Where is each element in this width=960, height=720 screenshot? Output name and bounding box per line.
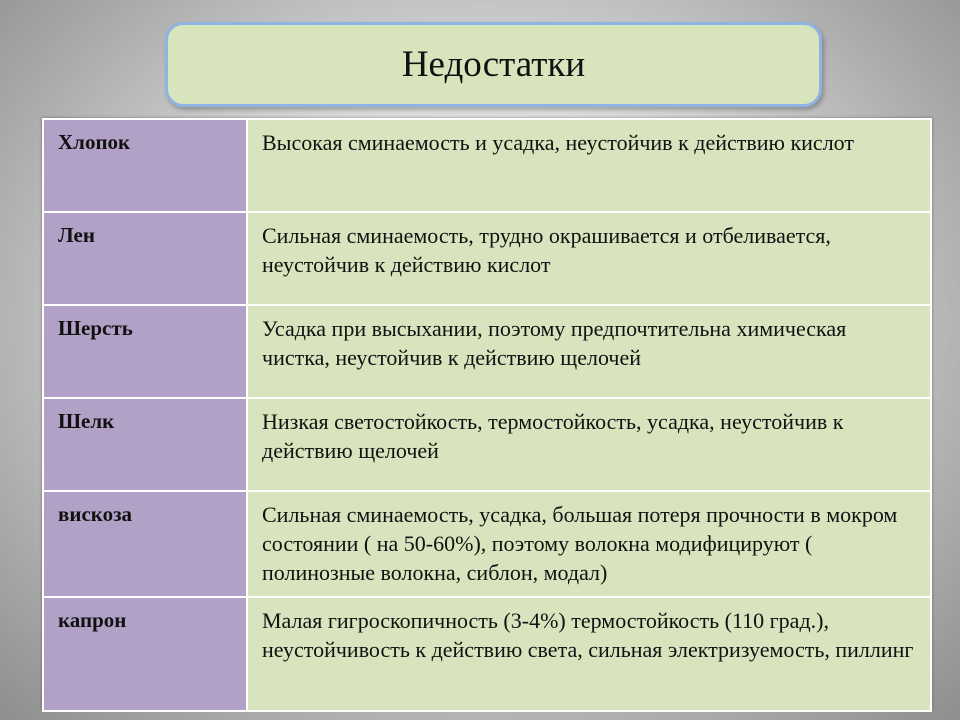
title-box — [165, 22, 822, 107]
fiber-disadvantages: Сильная сминаемость, трудно окрашивается и отбеливается, неустойчив к действию кислот — [247, 212, 931, 305]
table-row — [43, 398, 931, 491]
fiber-disadvantages: Малая гигроскопичность (3-4%) термостойкость (110 град.), неустойчивость к действию света, сильная электризуемость, пиллинг — [247, 597, 931, 711]
fiber-name: Лен — [43, 212, 247, 305]
fiber-name: Хлопок — [43, 119, 247, 212]
table-row — [43, 305, 931, 398]
fiber-name: вискоза — [43, 491, 247, 597]
page-title: Недостатки — [401, 44, 586, 85]
table-row — [43, 119, 931, 212]
fiber-name: капрон — [43, 597, 247, 711]
table — [42, 118, 932, 712]
table-row — [43, 597, 931, 711]
fiber-disadvantages: Высокая сминаемость и усадка, неустойчив к действию кислот — [247, 119, 931, 212]
table-row — [43, 491, 931, 597]
fiber-name: Шелк — [43, 398, 247, 491]
fiber-disadvantages: Сильная сминаемость, усадка, большая потеря прочности в мокром состоянии ( на 50-60%), поэтому волокна модифицируют ( полинозные волокна, сиблон, модал) — [247, 491, 931, 597]
fiber-disadvantages: Усадка при высыхании, поэтому предпочтительна химическая чистка, неустойчив к действию щелочей — [247, 305, 931, 398]
fiber-name: Шерсть — [43, 305, 247, 398]
disadvantages-table — [42, 118, 932, 710]
fiber-disadvantages: Низкая светостойкость, термостойкость, усадка, неустойчив к действию щелочей — [247, 398, 931, 491]
table-row — [43, 212, 931, 305]
